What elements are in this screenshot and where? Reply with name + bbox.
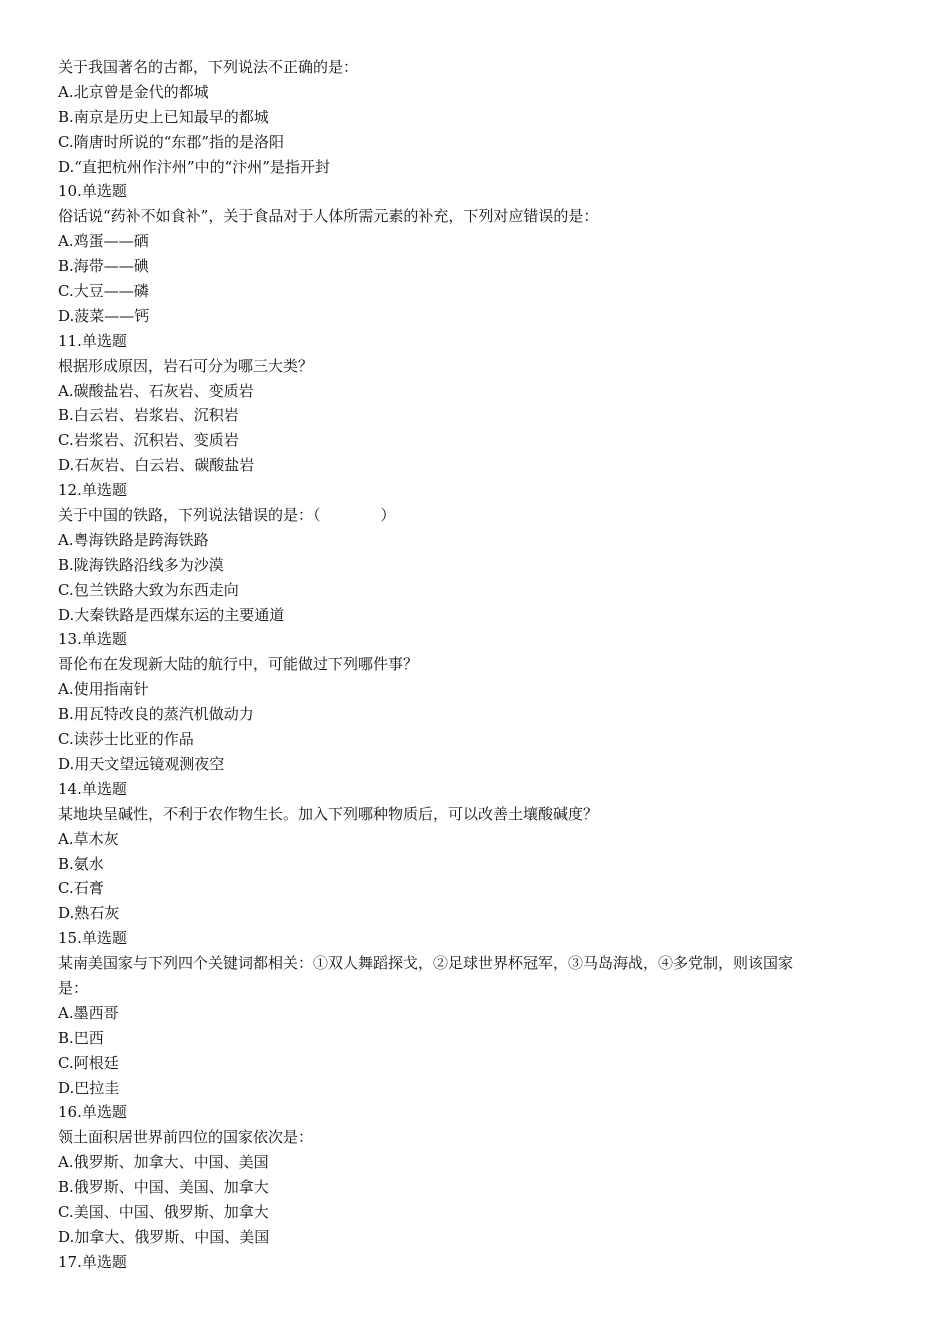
question-type-header: 16.单选题 (58, 1103, 127, 1122)
question-text: 某地块呈碱性，不利于农作物生长。加入下列哪种物质后，可以改善土壤酸碱度？ (58, 804, 599, 823)
answer-option: A.使用指南针 (58, 680, 149, 699)
question-text: 哥伦布在发现新大陆的航行中，可能做过下列哪件事？ (58, 655, 419, 674)
answer-option: C.隋唐时所说的“东郡”指的是洛阳 (58, 132, 285, 151)
answer-option: A.鸡蛋——硒 (58, 232, 149, 251)
question-text: 俗话说“药补不如食补”，关于食品对于人体所需元素的补充，下列对应错误的是： (58, 207, 599, 226)
answer-option: C.美国、中国、俄罗斯、加拿大 (58, 1202, 269, 1221)
answer-option: C.岩浆岩、沉积岩、变质岩 (58, 431, 239, 450)
question-type-header: 11.单选题 (58, 331, 127, 350)
answer-option: D.加拿大、俄罗斯、中国、美国 (58, 1227, 270, 1246)
answer-option: C.阿根廷 (58, 1053, 119, 1072)
question-text: 是： (58, 978, 89, 997)
answer-option: D.巴拉圭 (58, 1078, 120, 1097)
question-text: 关于我国著名的古都，下列说法不正确的是： (58, 58, 359, 76)
answer-option: C.包兰铁路大致为东西走向 (58, 580, 239, 599)
answer-option: B.南京是历史上已知最早的都城 (58, 107, 269, 126)
answer-option: D.“直把杭州作汴州”中的“汴州”是指开封 (58, 157, 330, 176)
document-body (58, 55, 898, 1275)
answer-option: B.巴西 (58, 1028, 104, 1047)
answer-option: A.草木灰 (58, 829, 119, 848)
answer-option: B.俄罗斯、中国、美国、加拿大 (58, 1178, 269, 1197)
answer-option: C.大豆——磷 (58, 282, 149, 301)
answer-option: B.用瓦特改良的蒸汽机做动力 (58, 705, 254, 724)
answer-option: B.氨水 (58, 854, 104, 873)
question-text: 根据形成原因，岩石可分为哪三大类？ (58, 356, 314, 375)
question-text: 关于中国的铁路，下列说法错误的是：（ ） (58, 506, 396, 525)
answer-option: D.大秦铁路是西煤东运的主要通道 (58, 605, 285, 624)
answer-option: C.石膏 (58, 879, 104, 898)
answer-option: A.俄罗斯、加拿大、中国、美国 (58, 1153, 269, 1172)
question-type-header: 17.单选题 (58, 1252, 127, 1271)
answer-option: B.白云岩、岩浆岩、沉积岩 (58, 406, 239, 425)
question-type-header: 13.单选题 (58, 630, 127, 649)
answer-option: B.陇海铁路沿线多为沙漠 (58, 555, 224, 574)
question-type-header: 12.单选题 (58, 481, 127, 500)
question-type-header: 15.单选题 (58, 929, 127, 948)
question-text: 领土面积居世界前四位的国家依次是： (58, 1128, 314, 1147)
answer-option: B.海带——碘 (58, 257, 149, 276)
answer-option: A.北京曾是金代的都城 (58, 82, 209, 101)
question-type-header: 14.单选题 (58, 779, 127, 798)
question-type-header: 10.单选题 (58, 182, 127, 201)
answer-option: D.用天文望远镜观测夜空 (58, 754, 225, 773)
answer-option: A.碳酸盐岩、石灰岩、变质岩 (58, 381, 254, 400)
question-text: 某南美国家与下列四个关键词都相关：①双人舞蹈探戈，②足球世界杯冠军，③马岛海战，④多党制，则该国家 (58, 954, 794, 973)
answer-option: D.石灰岩、白云岩、碳酸盐岩 (58, 456, 255, 475)
answer-option: A.墨西哥 (58, 1003, 119, 1022)
answer-option: D.熟石灰 (58, 904, 120, 923)
answer-option: D.菠菜——钙 (58, 306, 150, 325)
answer-option: A.粤海铁路是跨海铁路 (58, 530, 209, 549)
answer-option: C.读莎士比亚的作品 (58, 730, 194, 749)
